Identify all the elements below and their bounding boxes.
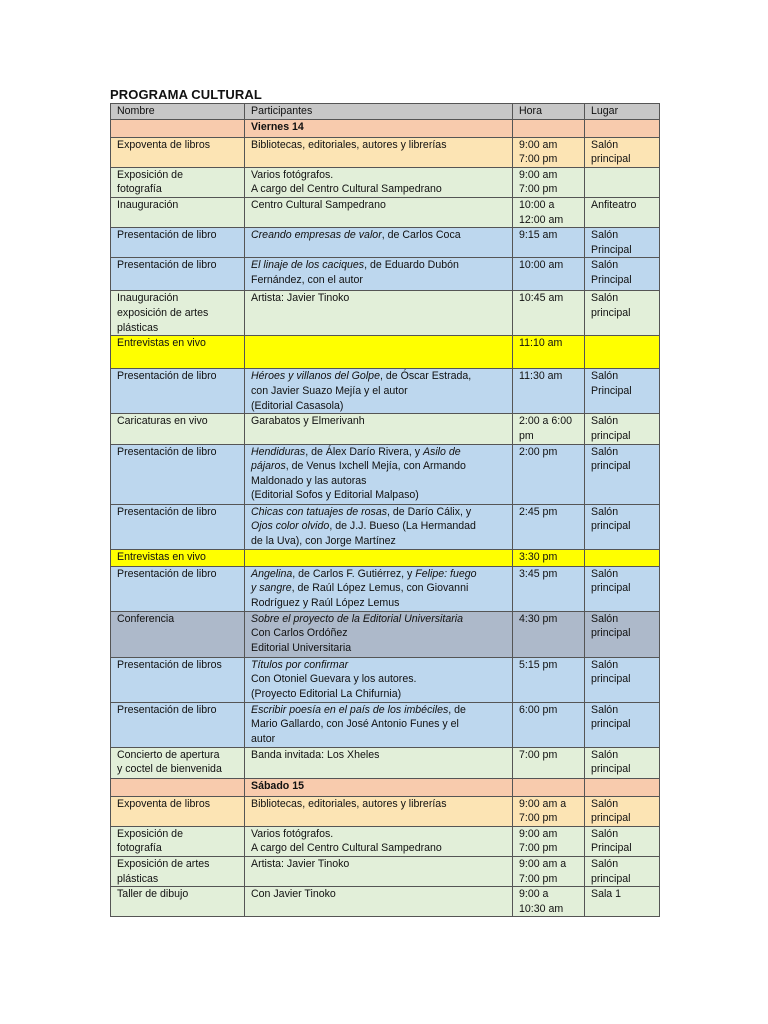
cell-lugar <box>585 167 660 197</box>
title-text: Asilo de <box>422 445 461 458</box>
hora-line: 9:00 am <box>519 827 558 840</box>
nombre-line: Entrevistas en vivo <box>117 337 206 350</box>
cell-lugar <box>585 657 660 702</box>
day-label: Sábado 15 <box>245 778 513 796</box>
participantes-text: (Editorial Sofos y Editorial Malpaso) <box>251 489 419 502</box>
nombre-line: Expoventa de libros <box>117 138 211 151</box>
cell-nombre <box>111 258 245 291</box>
participantes-line <box>251 488 512 503</box>
nombre-line: Concierto de apertura <box>117 748 220 761</box>
header-hora: Hora <box>513 104 585 120</box>
participantes-text: , de Álex Darío Rivera, y <box>305 445 423 458</box>
participantes-line <box>251 887 512 902</box>
participantes-line <box>251 369 512 384</box>
lugar-line: principal <box>591 627 631 640</box>
hora-line: 7:00 pm <box>519 153 558 166</box>
participantes-line <box>251 658 512 673</box>
nombre-line: Exposición de <box>117 168 183 181</box>
table-row <box>111 291 660 336</box>
participantes-text: Artista: Javier Tinoko <box>251 857 350 870</box>
cell-lugar <box>585 137 660 167</box>
nombre-line: Presentación de libro <box>117 259 217 272</box>
participantes-text: Centro Cultural Sampedrano <box>251 198 386 211</box>
cell-lugar <box>585 291 660 336</box>
nombre-line: Exposición de <box>117 827 183 840</box>
nombre-line: plásticas <box>117 321 159 334</box>
participantes-text: , de J.J. Bueso (La Hermandad <box>329 520 476 533</box>
cell-lugar <box>585 504 660 549</box>
participantes-line <box>251 228 512 243</box>
cell-lugar <box>585 887 660 917</box>
lugar-line: Salón <box>591 138 619 151</box>
cell-participantes <box>245 826 513 856</box>
lugar-line: principal <box>591 673 631 686</box>
participantes-text: de la Uva), con Jorge Martínez <box>251 534 396 547</box>
cell-lugar <box>585 747 660 778</box>
participantes-text: Mario Gallardo, con José Antonio Funes y el <box>251 718 459 731</box>
table-row <box>111 611 660 657</box>
empty-cell <box>111 778 245 796</box>
lugar-line: Salón <box>591 567 619 580</box>
lugar-line: Sala 1 <box>591 888 622 901</box>
table-row <box>111 702 660 747</box>
participantes-text: Bibliotecas, editoriales, autores y librerías <box>251 797 447 810</box>
cell-participantes <box>245 291 513 336</box>
title-text: Ojos color olvido <box>251 520 330 533</box>
lugar-line: Salón <box>591 857 619 870</box>
hora-line: pm <box>519 429 534 442</box>
nombre-line: Inauguración <box>117 292 179 305</box>
cell-lugar <box>585 549 660 566</box>
hora-line: 11:30 am <box>519 370 563 383</box>
nombre-line: y coctel de bienvenida <box>117 763 222 776</box>
lugar-line: principal <box>591 872 631 885</box>
lugar-line: principal <box>591 812 631 825</box>
day-row <box>111 119 660 137</box>
table-row <box>111 747 660 778</box>
hora-line: 2:45 pm <box>519 505 558 518</box>
lugar-line: Salón <box>591 370 619 383</box>
nombre-line: Presentación de libro <box>117 505 217 518</box>
participantes-line <box>251 505 512 520</box>
day-label: Viernes 14 <box>245 119 513 137</box>
participantes-text: , de Carlos Coca <box>381 229 461 242</box>
hora-line: 3:30 pm <box>519 550 558 563</box>
nombre-line: Taller de dibujo <box>117 888 189 901</box>
cell-hora <box>513 566 585 611</box>
participantes-text: Fernández, con el autor <box>251 273 363 286</box>
document-title: PROGRAMA CULTURAL <box>110 87 262 102</box>
lugar-line: Salón <box>591 748 619 761</box>
title-text: Escribir poesía en el país de los imbéciles <box>251 703 449 716</box>
hora-line: 7:00 pm <box>519 812 558 825</box>
table-row <box>111 566 660 611</box>
participantes-text: Banda invitada: Los Xheles <box>251 748 380 761</box>
title-text: pájaros <box>251 460 286 473</box>
table-row <box>111 258 660 291</box>
table-row <box>111 228 660 258</box>
lugar-line: principal <box>591 460 631 473</box>
participantes-line <box>251 182 512 197</box>
title-text: Héroes y villanos del Golpe <box>251 370 380 383</box>
participantes-line <box>251 797 512 812</box>
table-row <box>111 197 660 227</box>
empty-cell <box>585 778 660 796</box>
participantes-text: A cargo del Centro Cultural Sampedrano <box>251 183 442 196</box>
cell-lugar <box>585 197 660 227</box>
nombre-line: Presentación de libro <box>117 229 217 242</box>
cell-nombre <box>111 336 245 369</box>
cell-hora <box>513 414 585 444</box>
table-row <box>111 369 660 414</box>
participantes-text: Editorial Universitaria <box>251 641 352 654</box>
participantes-text: Garabatos y Elmerivanh <box>251 415 365 428</box>
lugar-line: Salón <box>591 445 619 458</box>
participantes-line <box>251 703 512 718</box>
participantes-line <box>251 612 512 627</box>
cell-nombre <box>111 887 245 917</box>
participantes-line <box>251 641 512 656</box>
lugar-line: Salón <box>591 658 619 671</box>
cell-lugar <box>585 856 660 886</box>
participantes-line <box>251 841 512 856</box>
lugar-line: principal <box>591 306 631 319</box>
cell-lugar <box>585 702 660 747</box>
hora-line: 12:00 am <box>519 213 564 226</box>
cell-hora <box>513 336 585 369</box>
cell-participantes <box>245 444 513 504</box>
participantes-line <box>251 534 512 549</box>
cell-hora <box>513 611 585 657</box>
lugar-line: Principal <box>591 243 632 256</box>
empty-cell <box>513 778 585 796</box>
lugar-line: Anfiteatro <box>591 198 637 211</box>
cell-lugar <box>585 228 660 258</box>
participantes-line <box>251 384 512 399</box>
participantes-line <box>251 857 512 872</box>
cell-nombre <box>111 657 245 702</box>
cell-hora <box>513 228 585 258</box>
participantes-text: , de Óscar Estrada, <box>379 370 472 383</box>
cell-participantes <box>245 702 513 747</box>
participantes-line <box>251 474 512 489</box>
cell-nombre <box>111 444 245 504</box>
participantes-line <box>251 414 512 429</box>
hora-line: 9:00 am a <box>519 797 567 810</box>
cell-hora <box>513 702 585 747</box>
hora-line: 7:00 pm <box>519 748 558 761</box>
participantes-text: Con Carlos Ordóñez <box>251 627 348 640</box>
participantes-text: Artista: Javier Tinoko <box>251 292 350 305</box>
table-row <box>111 887 660 917</box>
title-text: y sangre <box>251 582 292 595</box>
cell-lugar <box>585 444 660 504</box>
header-nombre: Nombre <box>111 104 245 120</box>
cell-participantes <box>245 414 513 444</box>
lugar-line: Salón <box>591 259 619 272</box>
cell-nombre <box>111 167 245 197</box>
table-row <box>111 444 660 504</box>
cell-hora <box>513 258 585 291</box>
cell-lugar <box>585 414 660 444</box>
cell-hora <box>513 657 585 702</box>
nombre-line: fotografía <box>117 842 162 855</box>
title-text: Chicas con tatuajes de rosas <box>251 505 388 518</box>
nombre-line: Expoventa de libros <box>117 797 211 810</box>
participantes-line <box>251 198 512 213</box>
lugar-line: Salón <box>591 415 619 428</box>
cell-nombre <box>111 856 245 886</box>
cell-lugar <box>585 611 660 657</box>
lugar-line: Salón <box>591 797 619 810</box>
participantes-line <box>251 445 512 460</box>
cell-participantes <box>245 549 513 566</box>
participantes-text: Bibliotecas, editoriales, autores y librerías <box>251 138 447 151</box>
participantes-line <box>251 273 512 288</box>
cell-lugar <box>585 336 660 369</box>
cell-hora <box>513 137 585 167</box>
participantes-text: con Javier Suazo Mejía y el autor <box>251 384 408 397</box>
hora-line: 7:00 pm <box>519 842 558 855</box>
cell-nombre <box>111 137 245 167</box>
participantes-text: , de Venus Ixchell Mejía, con Armando <box>285 460 466 473</box>
hora-line: 4:30 pm <box>519 612 558 625</box>
table-row <box>111 657 660 702</box>
cell-nombre <box>111 566 245 611</box>
table-row <box>111 856 660 886</box>
participantes-line <box>251 567 512 582</box>
title-text: Sobre el proyecto de la Editorial Universitaria <box>251 612 463 625</box>
lugar-line: principal <box>591 718 631 731</box>
table-row <box>111 504 660 549</box>
table-row <box>111 826 660 856</box>
cell-nombre <box>111 414 245 444</box>
nombre-line: Caricaturas en vivo <box>117 415 208 428</box>
hora-line: 10:30 am <box>519 902 564 915</box>
lugar-line: Salón <box>591 612 619 625</box>
hora-line: 9:00 am <box>519 168 558 181</box>
cell-hora <box>513 444 585 504</box>
lugar-line: Salón <box>591 703 619 716</box>
header-row <box>111 104 660 120</box>
participantes-line <box>251 399 512 414</box>
lugar-line: Salón <box>591 229 619 242</box>
participantes-text: Varios fotógrafos. <box>251 827 334 840</box>
cell-participantes <box>245 504 513 549</box>
hora-line: 7:00 pm <box>519 183 558 196</box>
empty-cell <box>513 119 585 137</box>
hora-line: 2:00 pm <box>519 445 558 458</box>
cell-hora <box>513 826 585 856</box>
nombre-line: Presentación de libro <box>117 567 217 580</box>
lugar-line: Salón <box>591 505 619 518</box>
hora-line: 3:45 pm <box>519 567 558 580</box>
cell-hora <box>513 796 585 826</box>
participantes-text: Rodríguez y Raúl López Lemus <box>251 596 400 609</box>
participantes-line <box>251 291 512 306</box>
participantes-line <box>251 732 512 747</box>
participantes-line <box>251 596 512 611</box>
cell-nombre <box>111 291 245 336</box>
cell-participantes <box>245 611 513 657</box>
cell-hora <box>513 167 585 197</box>
nombre-line: exposición de artes <box>117 306 209 319</box>
cell-nombre <box>111 369 245 414</box>
cell-hora <box>513 887 585 917</box>
hora-line: 10:00 a <box>519 198 555 211</box>
participantes-line <box>251 258 512 273</box>
header-participantes: Participantes <box>245 104 513 120</box>
participantes-line <box>251 581 512 596</box>
participantes-line <box>251 459 512 474</box>
participantes-text: A cargo del Centro Cultural Sampedrano <box>251 842 442 855</box>
title-text: Hendiduras <box>251 445 306 458</box>
participantes-text: Con Javier Tinoko <box>251 888 336 901</box>
cell-nombre <box>111 702 245 747</box>
hora-line: 9:00 am a <box>519 857 567 870</box>
participantes-line <box>251 687 512 702</box>
nombre-line: fotografía <box>117 183 162 196</box>
participantes-text: (Proyecto Editorial La Chifurnia) <box>251 687 402 700</box>
cell-participantes <box>245 258 513 291</box>
participantes-text: , de Eduardo Dubón <box>364 259 459 272</box>
cell-nombre <box>111 549 245 566</box>
nombre-line: plásticas <box>117 872 159 885</box>
cell-participantes <box>245 657 513 702</box>
table-row <box>111 796 660 826</box>
hora-line: 10:45 am <box>519 292 564 305</box>
cell-participantes <box>245 796 513 826</box>
hora-line: 2:00 a 6:00 <box>519 415 573 428</box>
cell-nombre <box>111 826 245 856</box>
participantes-line <box>251 672 512 687</box>
nombre-line: Exposición de artes <box>117 857 210 870</box>
lugar-line: Principal <box>591 842 632 855</box>
day-row <box>111 778 660 796</box>
title-text: Angelina <box>251 567 293 580</box>
participantes-text: , de Raúl López Lemus, con Giovanni <box>291 582 469 595</box>
empty-cell <box>111 119 245 137</box>
table-row <box>111 137 660 167</box>
lugar-line: Principal <box>591 273 632 286</box>
table-row <box>111 549 660 566</box>
participantes-text: (Editorial Casasola) <box>251 399 344 412</box>
hora-line: 9:15 am <box>519 229 558 242</box>
hora-line: 6:00 pm <box>519 703 558 716</box>
hora-line: 5:15 pm <box>519 658 558 671</box>
cell-participantes <box>245 856 513 886</box>
cell-participantes <box>245 747 513 778</box>
title-text: Creando empresas de valor <box>251 229 382 242</box>
participantes-line <box>251 168 512 183</box>
cell-hora <box>513 369 585 414</box>
table-row <box>111 167 660 197</box>
cell-hora <box>513 197 585 227</box>
hora-line: 9:00 am <box>519 138 558 151</box>
nombre-line: Presentación de libros <box>117 658 222 671</box>
cell-participantes <box>245 197 513 227</box>
nombre-line: Entrevistas en vivo <box>117 550 206 563</box>
cell-lugar <box>585 826 660 856</box>
participantes-text: , de Carlos F. Gutiérrez, y <box>292 567 416 580</box>
cell-nombre <box>111 504 245 549</box>
lugar-line: principal <box>591 763 631 776</box>
title-text: Felipe: fuego <box>415 567 477 580</box>
participantes-line <box>251 827 512 842</box>
program-table <box>110 103 660 917</box>
cell-participantes <box>245 167 513 197</box>
nombre-line: Conferencia <box>117 612 175 625</box>
nombre-line: Presentación de libro <box>117 445 217 458</box>
participantes-text: autor <box>251 732 276 745</box>
lugar-line: principal <box>591 153 631 166</box>
lugar-line: Salón <box>591 827 619 840</box>
cell-participantes <box>245 369 513 414</box>
cell-hora <box>513 856 585 886</box>
lugar-line: principal <box>591 582 631 595</box>
cell-nombre <box>111 747 245 778</box>
table-row <box>111 336 660 369</box>
hora-line: 9:00 a <box>519 888 549 901</box>
participantes-text: , de Darío Cálix, y <box>387 505 472 518</box>
table-row <box>111 414 660 444</box>
lugar-line: Principal <box>591 384 632 397</box>
lugar-line: Salón <box>591 292 619 305</box>
title-text: Títulos por confirmar <box>251 658 349 671</box>
title-text: El linaje de los caciques <box>251 259 365 272</box>
cell-hora <box>513 747 585 778</box>
lugar-line: principal <box>591 520 631 533</box>
participantes-text: , de <box>448 703 466 716</box>
participantes-text: Varios fotógrafos. <box>251 168 334 181</box>
participantes-text: Maldonado y las autoras <box>251 474 367 487</box>
cell-nombre <box>111 228 245 258</box>
participantes-line <box>251 717 512 732</box>
participantes-line <box>251 138 512 153</box>
program-rows <box>111 119 660 917</box>
cell-hora <box>513 549 585 566</box>
cell-participantes <box>245 887 513 917</box>
nombre-line: Presentación de libro <box>117 370 217 383</box>
cell-participantes <box>245 137 513 167</box>
cell-participantes <box>245 566 513 611</box>
hora-line: 10:00 am <box>519 259 564 272</box>
cell-hora <box>513 291 585 336</box>
nombre-line: Inauguración <box>117 198 179 211</box>
cell-nombre <box>111 796 245 826</box>
participantes-text: Con Otoniel Guevara y los autores. <box>251 673 417 686</box>
hora-line: 11:10 am <box>519 337 563 350</box>
cell-lugar <box>585 566 660 611</box>
cell-lugar <box>585 258 660 291</box>
participantes-line <box>251 626 512 641</box>
participantes-line <box>251 748 512 763</box>
empty-cell <box>585 119 660 137</box>
cell-hora <box>513 504 585 549</box>
cell-participantes <box>245 336 513 369</box>
lugar-line: principal <box>591 429 631 442</box>
cell-participantes <box>245 228 513 258</box>
hora-line: 7:00 pm <box>519 872 558 885</box>
participantes-line <box>251 519 512 534</box>
cell-lugar <box>585 369 660 414</box>
cell-nombre <box>111 197 245 227</box>
nombre-line: Presentación de libro <box>117 703 217 716</box>
header-lugar: Lugar <box>585 104 660 120</box>
cell-nombre <box>111 611 245 657</box>
cell-lugar <box>585 796 660 826</box>
